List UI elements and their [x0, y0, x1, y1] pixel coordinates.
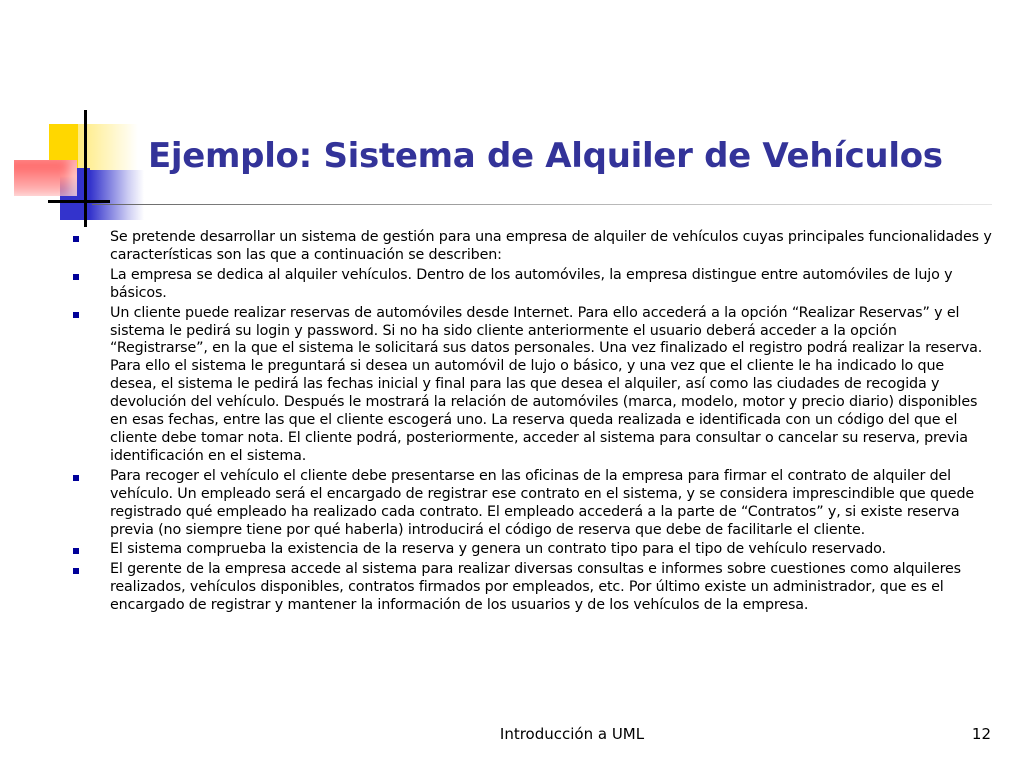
list-item — [72, 561, 992, 615]
list-item — [72, 229, 992, 265]
square-bullet-icon — [73, 312, 79, 318]
logo-yellow-fade — [78, 124, 138, 170]
bullet-text: Para recoger el vehículo el cliente debe presentarse en las oficinas de la empresa para firmar el contrato de alquiler del vehículo. Un empleado será el encargado de registrar ese contrato en el sistema, y se considera imprescindible que quede registrado qué empleado ha realizado cada contrato. El empleado accederá a la parte de “Contratos” y, si existe reserva previa (no siempre tiene por qué haberla) introducirá el código de reserva que debe de facilitarle el cliente. — [110, 467, 975, 538]
bullet-text: La empresa se dedica al alquiler vehículos. Dentro de los automóviles, la empresa distingue entre automóviles de lujo y básicos. — [110, 266, 953, 301]
logo-vertical-line — [84, 110, 87, 227]
bullet-text: El gerente de la empresa accede al sistema para realizar diversas consultas e informes sobre cuestiones como alquileres realizados, vehículos disponibles, contratos firmados por empleados, etc. Por último existe un administrador, que es el encargado de registrar y mantener la información de los usuarios y de los vehículos de la empresa. — [110, 561, 961, 614]
list-item — [72, 267, 992, 303]
square-bullet-icon — [73, 568, 79, 574]
slide-title: Ejemplo: Sistema de Alquiler de Vehículos — [148, 136, 943, 176]
square-bullet-icon — [73, 274, 79, 280]
bullet-text: Se pretende desarrollar un sistema de gestión para una empresa de alquiler de vehículos cuyas principales funcionalidades y características son las que a continuación se describen: — [110, 229, 992, 263]
logo-horizontal-line — [48, 200, 110, 203]
logo-red-square — [14, 160, 77, 196]
list-item — [72, 305, 992, 466]
list-item — [72, 541, 992, 559]
square-bullet-icon — [73, 475, 79, 481]
logo-blue-fade — [90, 170, 144, 220]
bullet-text: Un cliente puede realizar reservas de automóviles desde Internet. Para ello accederá a la opción “Realizar Reservas” y el sistema le pedirá su login y password. Si no ha sido cliente anteriormente el usuario deberá acceder a la opción “Registrarse”, en la que el sistema le solicitará sus datos personales. Una vez finalizado el registro podrá realizar la reserva. Para ello el sistema le preguntará si desea un automóvil de lujo o básico, y una vez que el cliente le ha indicado lo que desea, el sistema le pedirá las fechas inicial y final para las que desea el alquiler, así como las ciudades de recogida y devolución del vehículo. Después le mostrará la relación de automóviles (marca, modelo, motor y precio diario) disponibles en esas fechas, entre las que el cliente escogerá uno. La reserva queda realizada e identificada con un código del que el cliente debe tomar nota. El cliente podrá, posteriormente, acceder al sistema para consultar o cancelar su reserva, previa identificación en el sistema. — [110, 304, 983, 464]
square-bullet-icon — [73, 236, 79, 242]
bullet-text: El sistema comprueba la existencia de la reserva y genera un contrato tipo para el tipo de vehículo reservado. — [110, 541, 886, 558]
square-bullet-icon — [73, 548, 79, 554]
bullet-list — [72, 229, 992, 617]
footer-title: Introducción a UML — [499, 725, 645, 743]
list-item — [72, 468, 992, 540]
page-number: 12 — [971, 725, 991, 743]
title-divider — [92, 204, 992, 205]
